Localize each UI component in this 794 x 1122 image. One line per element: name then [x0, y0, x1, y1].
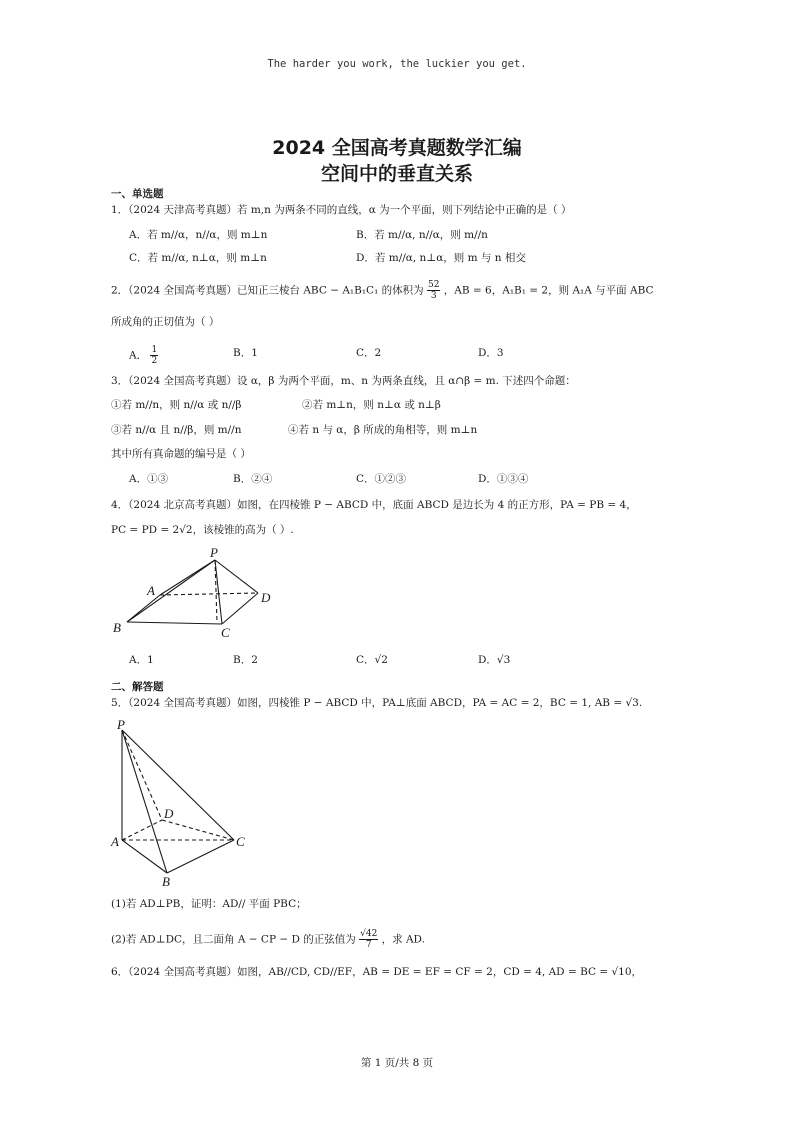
- q2-fraction-denominator: 3: [430, 291, 437, 301]
- q1-option-c: C．若 m//α, n⊥α，则 m⊥n: [129, 252, 267, 264]
- q2-fraction-numerator: 52: [427, 280, 440, 290]
- q5-sine-fraction: [359, 929, 378, 950]
- q4-label-a: A: [147, 583, 155, 598]
- q5-edge-pd-hidden: [122, 730, 162, 820]
- q3-stem: 3．（2024 全国高考真题）设 α，β 为两个平面，m、n 为两条直线，且 α∩β = m. 下述四个命题：: [111, 375, 576, 387]
- q1-stem: 1．（2024 天津高考真题）若 m,n 为两条不同的直线，α 为一个平面，则下列结论中正确的是（ ）: [111, 204, 572, 216]
- q1-option-d: D．若 m//α, n⊥α，则 m 与 n 相交: [356, 252, 526, 264]
- q3-option-d: D．①③④: [478, 473, 529, 485]
- page-title: 2024 全国高考真题数学汇编: [272, 137, 522, 159]
- q5-stem: 5．（2024 全国高考真题）如图，四棱锥 P − ABCD 中，PA⊥底面 ABCD，PA = AC = 2，BC = 1, AB = √3.: [111, 697, 643, 709]
- q5-edge-ab: [122, 840, 167, 873]
- q3-proposition-3: ③若 n//α 且 n//β，则 m//n: [111, 424, 242, 436]
- q1-option-a: A．若 m//α，n//α，则 m⊥n: [129, 229, 268, 241]
- q2-option-a-numerator: 1: [151, 345, 158, 355]
- q5-label-p: P: [117, 717, 125, 732]
- section-answer: 二、解答题: [111, 681, 164, 693]
- q4-label-p: P: [210, 545, 218, 560]
- q5-part2: [111, 929, 425, 950]
- q4-stem-2: PC = PD = 2√2，该棱锥的高为（ ）.: [111, 524, 294, 536]
- q3-proposition-4: ④若 n 与 α，β 所成的角相等，则 m⊥n: [288, 424, 478, 436]
- q5-fraction-denominator: 7: [365, 940, 372, 950]
- q2-option-a-denominator: 2: [151, 356, 158, 366]
- q4-option-b: B．2: [233, 654, 258, 666]
- page-subtitle: 空间中的垂直关系: [320, 163, 473, 185]
- q2-stem-a: 2．（2024 全国高考真题）已知正三棱台 ABC − A₁B₁C₁ 的体积为: [111, 284, 424, 297]
- q4-label-d: D: [261, 590, 271, 605]
- q4-option-a: A．1: [129, 654, 154, 666]
- q5-part2-b: ，求 AD.: [381, 933, 425, 946]
- q3-proposition-1: ①若 m//n，则 n//α 或 n//β: [111, 399, 242, 411]
- q4-label-b: B: [113, 620, 121, 635]
- q2-stem-2: 所成角的正切值为（ ）: [111, 316, 220, 328]
- q1-option-b: B．若 m//α, n//α，则 m//n: [356, 229, 488, 241]
- q6-stem: 6．（2024 全国高考真题）如图，AB//CD, CD//EF，AB = DE = EF = CF = 2，CD = 4, AD = BC = √10，: [111, 966, 643, 978]
- section-single-choice: 一、单选题: [111, 188, 164, 200]
- q3-proposition-2: ②若 m⊥n，则 n⊥α 或 n⊥β: [302, 399, 441, 411]
- q3-option-c: C．①②③: [356, 473, 407, 485]
- q2-option-b: B．1: [233, 347, 258, 359]
- q3-option-a: A．①③: [129, 473, 169, 485]
- q2-option-c: C．2: [356, 347, 382, 359]
- q2-stem-b: ，AB = 6，A₁B₁ = 2，则 A₁A 与平面 ABC: [443, 284, 654, 297]
- q5-label-b: B: [162, 874, 170, 889]
- q4-label-c: C: [221, 625, 230, 640]
- q5-fraction-numerator: √42: [360, 929, 378, 939]
- q5-label-d: D: [164, 806, 174, 821]
- page-footer: 第 1 页/共 8 页: [360, 1057, 434, 1069]
- q4-option-c: C．√2: [356, 654, 388, 666]
- q2-option-d: D．3: [478, 347, 504, 359]
- q5-label-a: A: [111, 834, 119, 849]
- q4-stem: 4．（2024 北京高考真题）如图，在四棱锥 P − ABCD 中，底面 ABCD 是边长为 4 的正方形，PA = PB = 4，: [111, 499, 637, 511]
- q5-label-c: C: [236, 834, 245, 849]
- q5-part2-a: (2)若 AD⊥DC，且二面角 A − CP − D 的正弦值为: [111, 933, 356, 946]
- header-motto: The harder you work, the luckier you get.: [267, 58, 527, 70]
- q3-ask: 其中所有真命题的编号是（ ）: [111, 448, 251, 460]
- q3-option-b: B．②④: [233, 473, 273, 485]
- q5-part1: (1)若 AD⊥PB，证明：AD// 平面 PBC；: [111, 898, 307, 910]
- q4-option-d: D．√3: [478, 654, 511, 666]
- q5-edge-bc: [167, 840, 234, 873]
- q2-option-a-label: A．: [129, 349, 148, 362]
